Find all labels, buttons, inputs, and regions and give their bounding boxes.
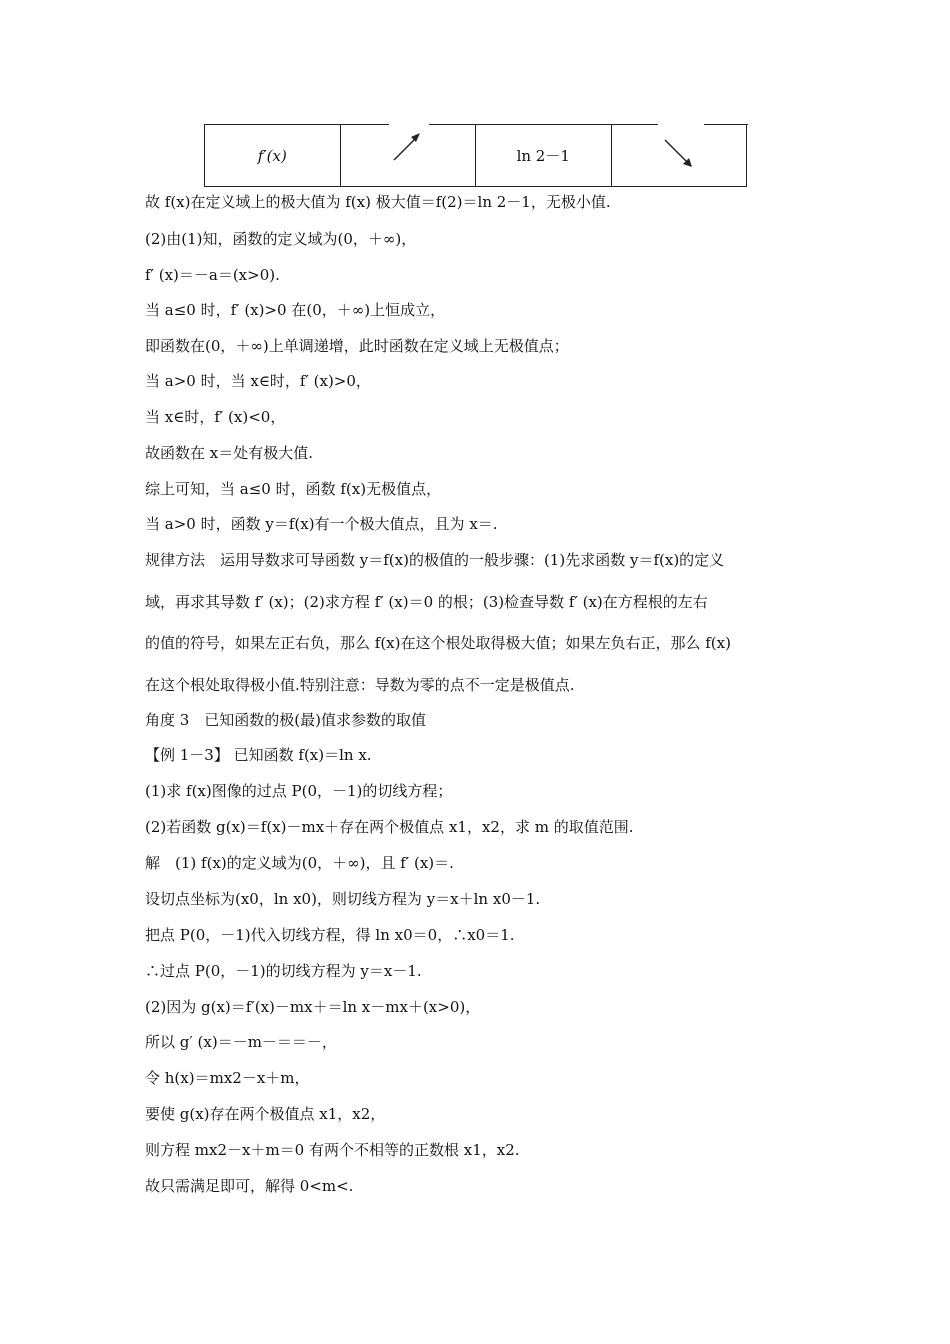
arrow-down-right-icon: [659, 134, 699, 174]
text-line: (1)求 f(x)图像的过点 P(0，－1)的切线方程；: [145, 782, 453, 800]
text-line: 故函数在 x＝处有极大值.: [145, 444, 313, 462]
text-line: 所以 g′ (x)＝－m－＝＝－，: [145, 1033, 337, 1051]
example-heading: 【例 1－3】 已知函数 f(x)＝ln x.: [145, 746, 372, 764]
text-line: 在这个根处取得极小值.特别注意：导数为零的点不一定是极值点.: [145, 676, 575, 694]
text-line: 设切点坐标为(x0，ln x0)，则切线方程为 y＝x＋ln x0－1.: [145, 890, 541, 908]
text-line: (2)因为 g(x)＝f′(x)－mx＋＝ln x－mx＋(x>0)，: [145, 998, 481, 1016]
table-row: [205, 125, 747, 187]
text-line: f′ (x)＝－a＝(x>0).: [145, 266, 280, 284]
text-line: 综上可知，当 a≤0 时，函数 f(x)无极值点，: [145, 480, 442, 498]
text-line: 即函数在(0，＋∞)上单调递增，此时函数在定义域上无极值点；: [145, 337, 569, 355]
arrow-up-right-icon: [388, 128, 428, 168]
text-line: 当 a≤0 时，f′ (x)>0 在(0，＋∞)上恒成立，: [145, 301, 446, 319]
text-line: 当 x∈时，f′ (x)<0，: [145, 408, 286, 426]
table-cell-max-value: [476, 125, 612, 187]
text-line: 令 h(x)＝mx2－x＋m，: [145, 1069, 310, 1087]
text-line: 当 a>0 时，当 x∈时，f′ (x)>0，: [145, 372, 371, 390]
text-line: (2)若函数 g(x)＝f(x)－mx＋存在两个极值点 x1，x2，求 m 的取值范围.: [145, 818, 634, 836]
table-cell-increasing: [340, 125, 476, 187]
text-line: 则方程 mx2－x＋m＝0 有两个不相等的正数根 x1，x2.: [145, 1141, 520, 1159]
text-line: 解 (1) f(x)的定义域为(0，＋∞)，且 f′ (x)＝.: [145, 854, 454, 872]
table-cell-decreasing: [611, 125, 747, 187]
cell-text: ln 2－1: [516, 147, 570, 165]
text-line: (2)由(1)知，函数的定义域为(0，＋∞)，: [145, 230, 417, 248]
monotonicity-table: [204, 124, 747, 187]
text-line: 故 f(x)在定义域上的极大值为 f(x) 极大值＝f(2)＝ln 2－1，无极小值.: [145, 193, 611, 211]
text-line: 把点 P(0，－1)代入切线方程，得 ln x0＝0，∴x0＝1.: [145, 926, 515, 944]
text-line: 当 a>0 时，函数 y＝f(x)有一个极大值点，且为 x＝.: [145, 515, 498, 533]
section-heading: 角度 3 已知函数的极(最)值求参数的取值: [145, 711, 427, 729]
text-line: 域，再求其导数 f′ (x)；(2)求方程 f′ (x)＝0 的根；(3)检查导数 f′ (x)在方程根的左右: [145, 593, 708, 611]
text-line: 故只需满足即可，解得 0<m<.: [145, 1177, 354, 1195]
text-line: 要使 g(x)存在两个极值点 x1，x2，: [145, 1105, 386, 1123]
cell-text: f′(x): [257, 146, 287, 165]
table-cell-derivative-label: [205, 125, 341, 187]
text-line: 规律方法 运用导数求可导函数 y＝f(x)的极值的一般步骤：(1)先求函数 y＝f(x)的定义: [145, 551, 725, 569]
text-line: ∴过点 P(0，－1)的切线方程为 y＝x－1.: [145, 962, 422, 980]
text-line: 的值的符号，如果左正右负，那么 f(x)在这个根处取得极大值；如果左负右正，那么 f(x): [145, 634, 731, 652]
